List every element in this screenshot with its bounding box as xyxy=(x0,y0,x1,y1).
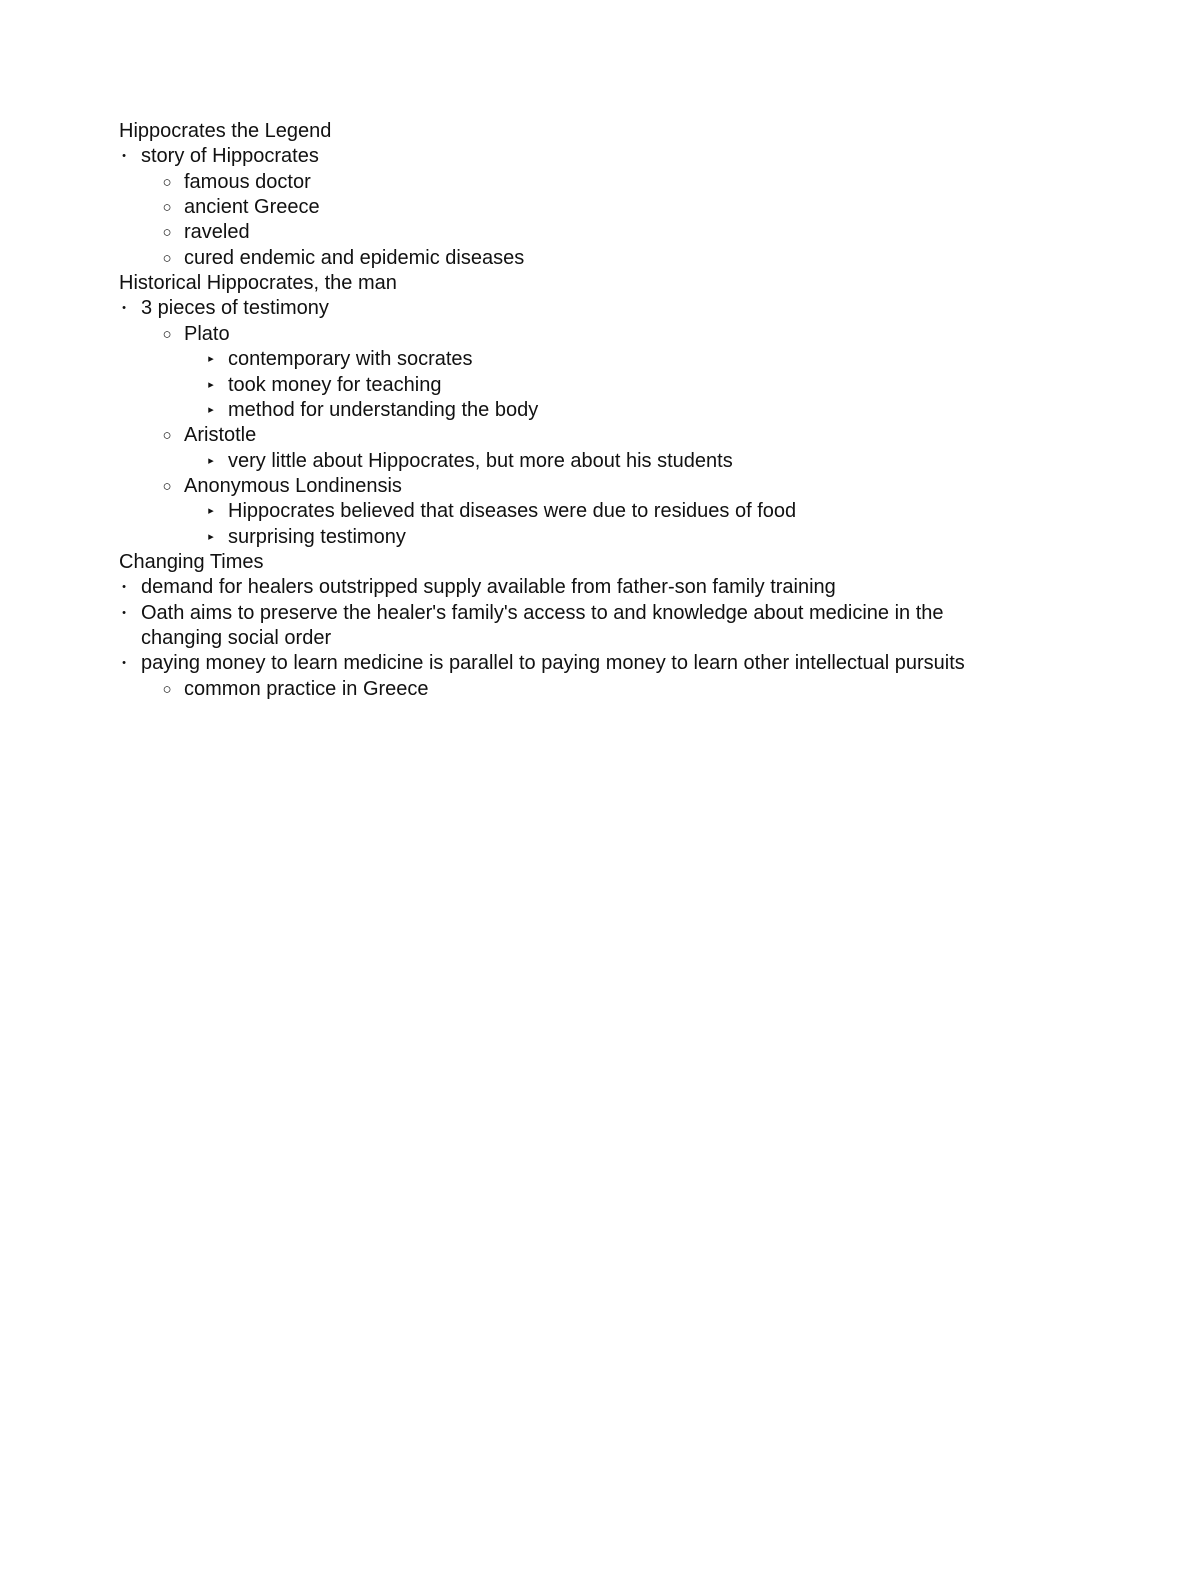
bullet-icon: • xyxy=(122,657,126,670)
outline-text: Changing Times xyxy=(119,550,264,573)
arrow-bullet-icon: ▸ xyxy=(208,378,214,391)
outline-text: method for understanding the body xyxy=(228,398,539,421)
circle-bullet-icon: ○ xyxy=(162,199,172,217)
bullet-icon: • xyxy=(122,302,126,315)
outline-text: surprising testimony xyxy=(228,525,406,548)
circle-bullet-icon: ○ xyxy=(162,427,172,445)
bullet-icon: • xyxy=(122,606,126,619)
circle-bullet-icon: ○ xyxy=(162,477,172,495)
outline-text: famous doctor xyxy=(184,170,311,193)
circle-bullet-icon: ○ xyxy=(162,224,172,242)
circle-bullet-icon: ○ xyxy=(162,173,172,191)
circle-bullet-icon: ○ xyxy=(162,325,172,343)
outline-text: paying money to learn medicine is parallel to paying money to learn other intellectual pursuits xyxy=(141,652,965,675)
outline-text: contemporary with socrates xyxy=(228,348,473,371)
outline-text: very little about Hippocrates, but more about his students xyxy=(228,449,733,472)
outline-text: Hippocrates the Legend xyxy=(119,120,332,142)
outline-text: took money for teaching xyxy=(228,373,442,396)
outline-text: Historical Hippocrates, the man xyxy=(119,272,397,295)
outline-text: Plato xyxy=(184,322,230,345)
arrow-bullet-icon: ▸ xyxy=(208,530,214,543)
outline-text: Aristotle xyxy=(184,424,257,447)
outline-text: Anonymous Londinensis xyxy=(184,474,402,497)
arrow-bullet-icon: ▸ xyxy=(208,353,214,366)
circle-bullet-icon: ○ xyxy=(162,680,172,698)
outline-text: story of Hippocrates xyxy=(141,145,319,168)
outline-text: Hippocrates believed that diseases were due to residues of food xyxy=(228,500,797,523)
circle-bullet-icon: ○ xyxy=(162,249,172,267)
outline-text: Oath aims to preserve the healer's family's access to and knowledge about medicine in the xyxy=(141,601,944,624)
outline-text: 3 pieces of testimony xyxy=(141,297,329,320)
outline-text: raveled xyxy=(184,221,250,244)
arrow-bullet-icon: ▸ xyxy=(208,454,214,467)
arrow-bullet-icon: ▸ xyxy=(208,505,214,518)
outline-text: cured endemic and epidemic diseases xyxy=(184,246,525,269)
outline-text: demand for healers outstripped supply available from father-son family training xyxy=(141,576,836,599)
bullet-icon: • xyxy=(122,150,126,163)
outline-text: ancient Greece xyxy=(184,196,320,219)
arrow-bullet-icon: ▸ xyxy=(208,403,214,416)
outline-text: changing social order xyxy=(141,627,332,649)
bullet-icon: • xyxy=(122,581,126,594)
outline-text: common practice in Greece xyxy=(184,677,429,700)
